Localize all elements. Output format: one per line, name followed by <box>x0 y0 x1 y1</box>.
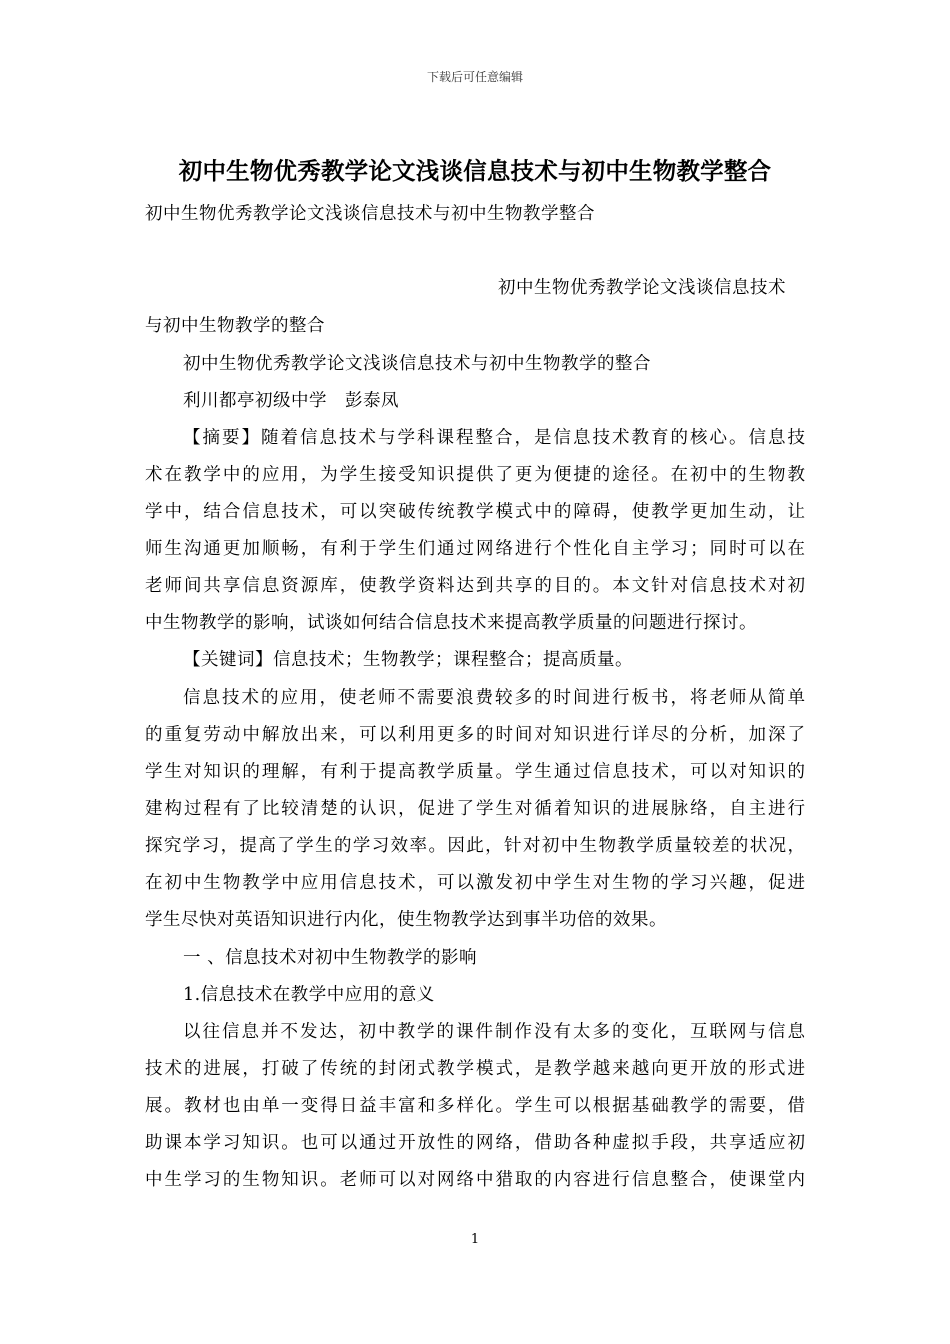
body-line: 学生尽快对英语知识进行内化，使生物教学达到事半功倍的效果。 <box>145 910 667 930</box>
body-line: 与初中生物教学的整合 <box>145 316 325 336</box>
abstract-line: 【摘要】随着信息技术与学科课程整合，是信息技术教育的核心。信息技 <box>183 428 805 448</box>
abstract-line: 中生物教学的影响，试谈如何结合信息技术来提高教学质量的问题进行探讨。 <box>145 613 757 633</box>
body-line: 展。教材也由单一变得日益丰富和多样化。学生可以根据基础教学的需要，借 <box>145 1096 805 1116</box>
body-line: 建构过程有了比较清楚的认识，促进了学生对循着知识的进展脉络，自主进行 <box>145 799 805 819</box>
body-line: 初中生物优秀教学论文浅谈信息技术 <box>498 278 786 298</box>
body-line: 技术的进展，打破了传统的封闭式教学模式，是教学越来越向更开放的形式进 <box>145 1059 805 1079</box>
keywords-line: 【关键词】信息技术；生物教学；课程整合；提高质量。 <box>183 650 633 670</box>
subsection-heading: 1.信息技术在教学中应用的意义 <box>183 985 435 1005</box>
body-line: 中生学习的生物知识。老师可以对网络中猎取的内容进行信息整合，使课堂内 <box>145 1170 805 1190</box>
abstract-line: 老师间共享信息资源库，使教学资料达到共享的目的。本文针对信息技术对初 <box>145 576 805 596</box>
abstract-line: 师生沟通更加顺畅，有利于学生们通过网络进行个性化自主学习；同时可以在 <box>145 539 805 559</box>
subtitle-line: 初中生物优秀教学论文浅谈信息技术与初中生物教学整合 <box>145 204 595 224</box>
body-line: 探究学习，提高了学生的学习效率。因此，针对初中生物教学质量较差的状况， <box>145 836 805 856</box>
body-line: 助课本学习知识。也可以通过开放性的网络，借助各种虚拟手段，共享适应初 <box>145 1133 805 1153</box>
section-heading: 一 、信息技术对初中生物教学的影响 <box>183 948 478 968</box>
body-line: 以往信息并不发达，初中教学的课件制作没有太多的变化，互联网与信息 <box>183 1022 805 1042</box>
body-line: 初中生物优秀教学论文浅谈信息技术与初中生物教学的整合 <box>183 354 651 374</box>
body-line: 信息技术的应用，使老师不需要浪费较多的时间进行板书，将老师从简单 <box>183 688 805 708</box>
body-line: 的重复劳动中解放出来，可以利用更多的时间对知识进行详尽的分析，加深了 <box>145 725 805 745</box>
body-line: 学生对知识的理解，有利于提高教学质量。学生通过信息技术，可以对知识的 <box>145 762 805 782</box>
document-title: 初中生物优秀教学论文浅谈信息技术与初中生物教学整合 <box>178 157 772 185</box>
author-line: 利川都亭初级中学 彭泰凤 <box>183 391 399 411</box>
body-line: 在初中生物教学中应用信息技术，可以激发初中学生对生物的学习兴趣，促进 <box>145 873 805 893</box>
header-note: 下载后可任意编辑 <box>426 70 523 84</box>
page-number: 1 <box>470 1232 480 1247</box>
abstract-line: 学中，结合信息技术，可以突破传统教学模式中的障碍，使教学更加生动，让 <box>145 502 805 522</box>
abstract-line: 术在教学中的应用，为学生接受知识提供了更为便捷的途径。在初中的生物教 <box>145 465 805 485</box>
